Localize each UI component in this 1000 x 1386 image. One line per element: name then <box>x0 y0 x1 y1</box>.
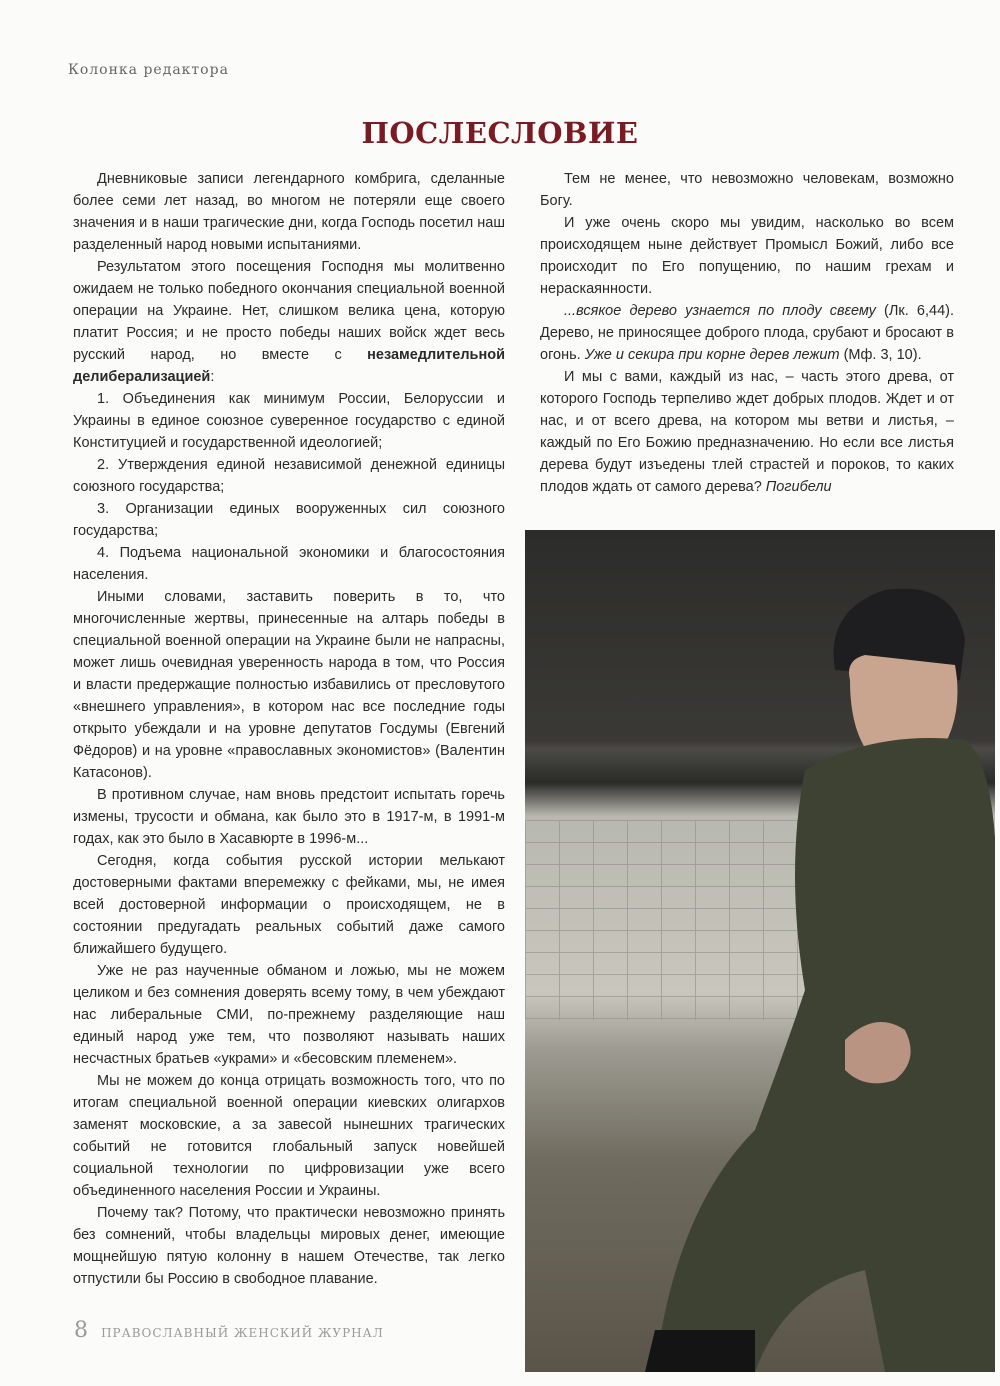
text-segment: Мы не можем до конца отрицать возможность того, что по итогам специальной военной операции киевских олигархов заменят московские, а за завесой нынешних трагических событий не готовится глобальный запуск новейшей социальной технологии по цифровизации уже всего объединенного населения России и Украины. <box>73 1073 505 1199</box>
text-segment: Сегодня, когда события русской истории мелькают достоверными фактами вперемежку с фейками, мы, не имея всей достоверной информации о происходящем, не в состоянии предугадать реальных событий даже самого ближайшего будущего. <box>73 853 505 957</box>
text-segment: Тем не менее, что невозможно человекам, возможно Богу. <box>540 171 954 209</box>
text-segment: (Лк. 6,44). Дерево, не приносящее доброго плода, срубают и бросают в огонь. <box>540 303 954 363</box>
text-segment: Уже не раз наученные обманом и ложью, мы не можем целиком и без сомнения доверять всему тому, в чем убеждают нас либеральные СМИ, по-прежнему разделяющие наш единый народ уже тем, что позволяют называть наших несчастных братьев «украми» и «бесовским племенем». <box>73 963 505 1067</box>
soldier-photo <box>525 530 995 1372</box>
text-segment: (Мф. 3, 10). <box>839 347 922 363</box>
magazine-name: ПРАВОСЛАВНЫЙ ЖЕНСКИЙ ЖУРНАЛ <box>101 1326 384 1340</box>
left-column <box>73 168 505 1290</box>
text-segment: В противном случае, нам вновь предстоит испытать горечь измены, трусости и обмана, как было это в 1917-м, в 1991-м годах, как это было в Хасавюрте в 1996-м... <box>73 787 505 847</box>
text-segment: 4. Подъема национальной экономики и благосостояния населения. <box>73 545 505 583</box>
text-segment: И уже очень скоро мы увидим, насколько во всем происходящем ныне действует Промысл Божий, либо все происходит по Его попущению, по нашим грехам и нераскаянности. <box>540 215 954 297</box>
italic-quote: Уже и секира при корне дерев лежит <box>584 347 840 363</box>
text-segment: Иными словами, заставить поверить в то, что многочисленные жертвы, принесенные на алтарь победы в специальной военной операции на Украине были не напрасны, может лишь очевидная уверенность народа в том, что Россия и власти предержащие полностью избавились от пресловутого «внешнего управления», в котором нас все последние годы открыто убеждали и на уровне депутатов Госдумы (Евгений Фёдоров) и на уровне «православных экономистов» (Валентин Катасонов). <box>73 589 505 781</box>
paragraph <box>540 300 954 366</box>
paragraph <box>73 1070 505 1202</box>
page-number: 8 <box>74 1318 88 1343</box>
italic-quote: Погибели <box>765 479 832 495</box>
soldier-figure <box>635 570 995 1372</box>
paragraph <box>540 168 954 212</box>
paragraph <box>73 256 505 388</box>
paragraph <box>73 850 505 960</box>
paragraph <box>540 366 954 498</box>
page-footer <box>74 1318 384 1343</box>
paragraph <box>73 784 505 850</box>
article-title: ПОСЛЕСЛОВИЕ <box>361 116 639 150</box>
section-label: Колонка редактора <box>68 62 229 78</box>
text-segment: : <box>210 369 215 385</box>
paragraph <box>73 1202 505 1290</box>
paragraph <box>73 498 505 542</box>
paragraph <box>73 168 505 256</box>
paragraph <box>73 454 505 498</box>
text-segment: 2. Утверждения единой независимой денежной единицы союзного государства; <box>73 457 505 495</box>
paragraph <box>73 388 505 454</box>
paragraph <box>73 960 505 1070</box>
text-segment: Результатом этого посещения Господня мы молитвенно ожидаем не только победного окончания специальной военной операции на Украине. Нет, слишком велика цена, которую платит Россия; и не просто победы наших войск ждет весь русский народ, но вместе с <box>73 259 505 363</box>
paragraph <box>73 542 505 586</box>
bold-text: незамедлительной делиберализацией <box>73 347 505 385</box>
italic-quote: ...всякое дерево узнается по плоду свεему <box>564 303 876 319</box>
text-segment: Почему так? Потому, что практически невозможно принять без сомнений, чтобы владельцы мировых денег, имеющие мощнейшую пятую колонну в нашем Отечестве, так легко отпустили бы Россию в свободное плавание. <box>73 1205 505 1287</box>
paragraph <box>540 212 954 300</box>
text-segment: 1. Объединения как минимум России, Белоруссии и Украины в единое союзное суверенное государство с единой Конституцией и государственной идеологией; <box>73 391 505 451</box>
right-column <box>540 168 954 498</box>
text-segment: И мы с вами, каждый из нас, – часть этого древа, от которого Господь терпеливо ждет добрых плодов. Ждет и от нас, и от всего древа, на котором мы ветви и листья, – каждый по Его Божию предназначению. Но если все листья дерева будут изъедены тлей страстей и пороков, то каких плодов ждать от самого дерева? <box>540 369 954 495</box>
text-segment: 3. Организации единых вооруженных сил союзного государства; <box>73 501 505 539</box>
text-segment: Дневниковые записи легендарного комбрига, сделанные более семи лет назад, во многом не потеряли еще своего значения и в наши трагические дни, когда Господь посетил наш разделенный народ новыми испытаниями. <box>73 171 505 253</box>
paragraph <box>73 586 505 784</box>
